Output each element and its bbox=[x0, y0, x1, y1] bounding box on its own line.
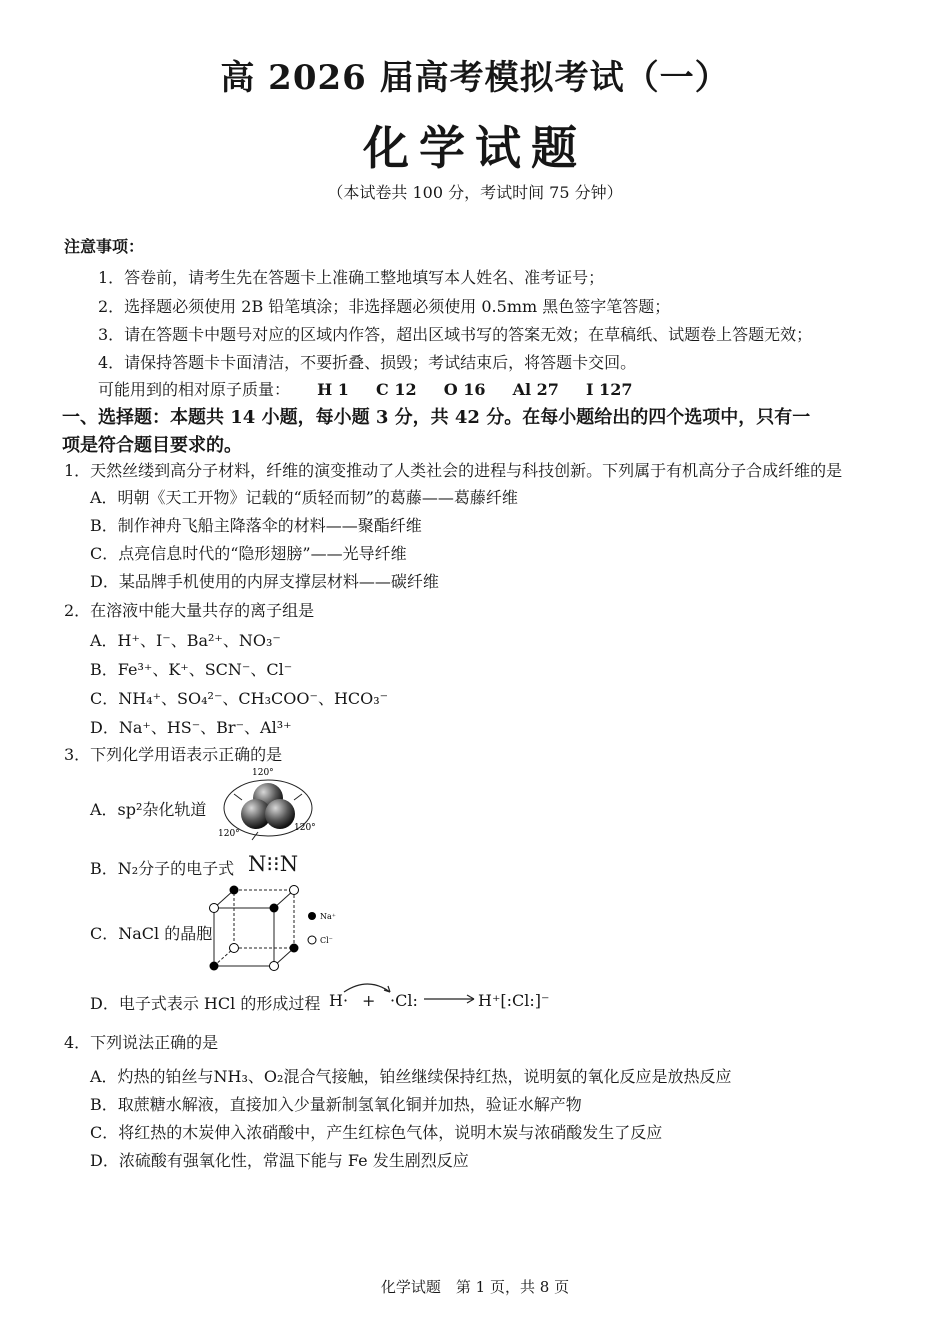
q1-option-b: B．制作神舟飞船主降落伞的材料——聚酯纤维 bbox=[90, 516, 422, 535]
n2-electron-formula: N⁝⁝N bbox=[248, 852, 299, 876]
exam-meta: （本试卷共 100 分，考试时间 75 分钟） bbox=[327, 183, 623, 202]
q4-option-d: D．浓硫酸有强氧化性，常温下能与 Fe 发生剧烈反应 bbox=[90, 1151, 469, 1170]
q4-option-b: B．取蔗糖水解液，直接加入少量新制氢氧化铜并加热，验证水解产物 bbox=[90, 1095, 582, 1114]
legend-na-label: Na⁺ bbox=[320, 912, 336, 921]
legend-cl-label: Cl⁻ bbox=[320, 936, 333, 945]
atomic-masses bbox=[98, 377, 632, 400]
q3-option-a-label: A．sp²杂化轨道 bbox=[90, 800, 207, 819]
mass-i: I 127 bbox=[586, 380, 633, 399]
q1-option-d: D．某品牌手机使用的内屏支撑层材料——碳纤维 bbox=[90, 572, 439, 591]
hcl-plus: + bbox=[362, 991, 376, 1010]
section-1-heading-line2: 项是符合题目要求的。 bbox=[62, 435, 242, 456]
orbital-lobe-right bbox=[265, 799, 295, 829]
cl-ion bbox=[210, 904, 219, 913]
q4-option-a: A．灼热的铂丝与NH₃、O₂混合气接触，铂丝继续保持红热，说明氨的氧化反应是放热反应 bbox=[90, 1067, 732, 1086]
q3-option-d-label: D．电子式表示 HCl 的形成过程 bbox=[90, 994, 321, 1013]
na-ion bbox=[270, 904, 279, 913]
hcl-reactant-cl: ·Cl: bbox=[390, 991, 418, 1010]
q2-option-c: C．NH₄⁺、SO₄²⁻、CH₃COO⁻、HCO₃⁻ bbox=[90, 689, 389, 708]
notice-item-1: 1．答卷前，请考生先在答题卡上准确工整地填写本人姓名、准考证号； bbox=[98, 268, 605, 287]
exam-title: 高 2026 届高考模拟考试（一） bbox=[220, 58, 730, 98]
q3-option-c-label: C．NaCl 的晶胞 bbox=[90, 924, 213, 943]
subject-title: 化学试题 bbox=[363, 121, 587, 175]
q1-option-c: C．点亮信息时代的“隐形翅膀”——光导纤维 bbox=[90, 544, 407, 563]
q1-stem: 1．天然丝缕到高分子材料，纤维的演变推动了人类社会的进程与科技创新。下列属于有机高分子合成纤维的是 bbox=[64, 461, 843, 480]
q1-option-a: A．明朝《天工开物》记载的“质轻而韧”的葛藤——葛藤纤维 bbox=[90, 488, 518, 507]
q4-option-c: C．将红热的木炭伸入浓硝酸中，产生红棕色气体，说明木炭与浓硝酸发生了反应 bbox=[90, 1123, 663, 1142]
angle-label-right: 120° bbox=[294, 823, 316, 833]
q2-stem: 2．在溶液中能大量共存的离子组是 bbox=[64, 601, 315, 620]
cl-ion bbox=[270, 962, 279, 971]
angle-label-top: 120° bbox=[252, 768, 274, 778]
section-1-heading-line1: 一、选择题：本题共 14 小题，每小题 3 分，共 42 分。在每小题给出的四个选项中，只有一 bbox=[62, 407, 811, 428]
masses-label: 可能用到的相对原子质量： bbox=[98, 380, 291, 399]
na-ion bbox=[230, 886, 239, 895]
na-ion bbox=[210, 962, 219, 971]
hcl-formation-arrows bbox=[338, 978, 478, 1012]
notice-item-4: 4．请保持答题卡卡面清洁，不要折叠、损毁；考试结束后，将答题卡交回。 bbox=[98, 353, 637, 372]
notice-heading: 注意事项： bbox=[64, 237, 145, 256]
q3-option-b-label: B．N₂分子的电子式 bbox=[90, 859, 235, 878]
sp2-orbital-diagram bbox=[212, 764, 324, 846]
mass-o: O 16 bbox=[443, 380, 486, 399]
legend-na-marker bbox=[308, 912, 316, 920]
q2-option-b: B．Fe³⁺、K⁺、SCN⁻、Cl⁻ bbox=[90, 660, 293, 679]
hcl-reactant-h: H· bbox=[329, 991, 349, 1010]
q3-stem: 3．下列化学用语表示正确的是 bbox=[64, 745, 283, 764]
angle-label-left: 120° bbox=[218, 829, 240, 839]
notice-item-3: 3．请在答题卡中题号对应的区域内作答，超出区域书写的答案无效；在草稿纸、试题卷上答题无效； bbox=[98, 325, 813, 344]
hcl-product: H⁺[:Cl:]⁻ bbox=[478, 991, 550, 1010]
cell-edges bbox=[214, 890, 294, 966]
page-footer: 化学试题 第 1 页，共 8 页 bbox=[380, 1278, 570, 1296]
cl-ion bbox=[290, 886, 299, 895]
mass-al: Al 27 bbox=[512, 380, 559, 399]
cl-ion bbox=[230, 944, 239, 953]
mass-c: C 12 bbox=[376, 380, 417, 399]
na-ion bbox=[290, 944, 299, 953]
nacl-unit-cell-diagram bbox=[208, 882, 348, 972]
notice-item-2: 2．选择题必须使用 2B 铅笔填涂；非选择题必须使用 0.5mm 黑色签字笔答题； bbox=[98, 297, 671, 316]
q2-option-d: D．Na⁺、HS⁻、Br⁻、Al³⁺ bbox=[90, 718, 292, 737]
q4-stem: 4．下列说法正确的是 bbox=[64, 1033, 219, 1052]
q2-option-a: A．H⁺、I⁻、Ba²⁺、NO₃⁻ bbox=[90, 631, 281, 650]
legend-cl-marker bbox=[308, 936, 316, 944]
electron-transfer-arrow bbox=[344, 984, 390, 992]
mass-h: H 1 bbox=[317, 380, 349, 399]
